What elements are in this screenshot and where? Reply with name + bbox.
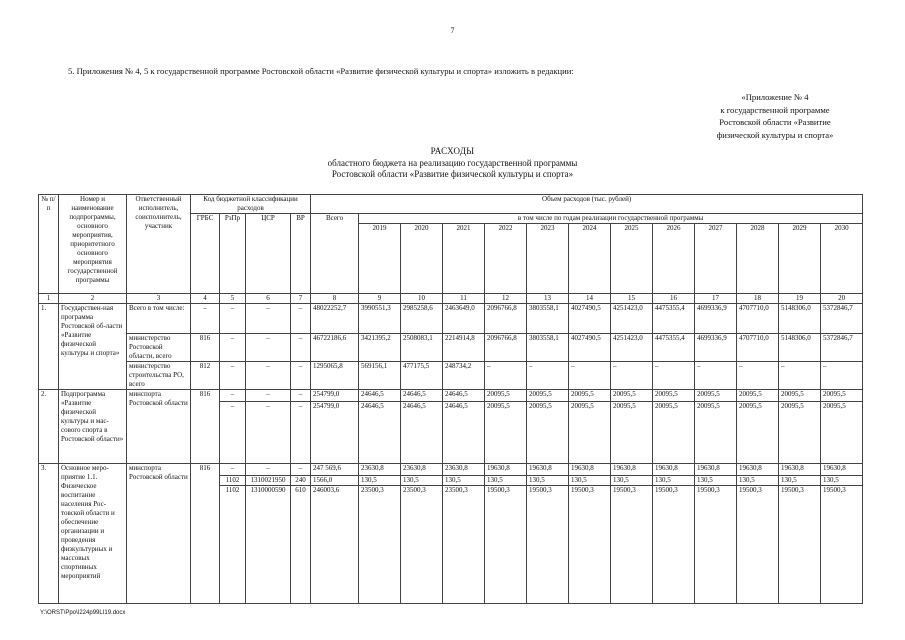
cell-year-value: 20095,5 <box>485 402 527 464</box>
header-year: 2025 <box>611 224 653 294</box>
cell-total: 48022252,7 <box>311 304 359 334</box>
cell-grbs: 816 <box>191 334 220 362</box>
cell-year-value: 19500,3 <box>485 486 527 604</box>
cell-total: 1566,0 <box>311 476 359 486</box>
cell-vr: – <box>291 334 311 362</box>
cell-grbs: 816 <box>191 464 220 604</box>
row-responsible: минспорта Ростовской области <box>127 464 191 604</box>
cell-csr: – <box>246 464 291 476</box>
cell-year-value: 19630,8 <box>527 464 569 476</box>
column-number: 15 <box>611 294 653 304</box>
cell-year-value: 248734,2 <box>443 362 485 390</box>
cell-year-value: 130,5 <box>569 476 611 486</box>
title-line: РАСХОДЫ <box>430 146 475 156</box>
cell-year-value: 4707710,0 <box>737 304 779 334</box>
cell-year-value: 20095,5 <box>779 402 821 464</box>
cell-year-value: 20095,5 <box>653 402 695 464</box>
cell-year-value: 2214914,8 <box>443 334 485 362</box>
cell-year-value: – <box>653 362 695 390</box>
column-number: 4 <box>191 294 220 304</box>
row-number: 3. <box>39 464 59 604</box>
cell-year-value: 19630,8 <box>611 464 653 476</box>
column-number: 3 <box>127 294 191 304</box>
column-number: 6 <box>246 294 291 304</box>
cell-vr: – <box>291 362 311 390</box>
cell-year-value: 23500,3 <box>443 486 485 604</box>
cell-year-value: 23500,3 <box>359 486 401 604</box>
cell-year-value: 130,5 <box>359 476 401 486</box>
cell-grbs: 812 <box>191 362 220 390</box>
cell-total: 46722186,6 <box>311 334 359 362</box>
cell-year-value: 23630,8 <box>359 464 401 476</box>
cell-year-value: 24646,5 <box>359 390 401 402</box>
row-responsible: министерство строительства РО, всего <box>127 362 191 390</box>
cell-grbs: – <box>191 304 220 334</box>
intro-text: 5. Приложения № 4, 5 к государственной программе Ростовской области «Развитие физической культуры и спорта» изложить в редакции: <box>68 66 574 76</box>
cell-total: 254799,0 <box>311 390 359 402</box>
cell-csr: 1310021950 <box>246 476 291 486</box>
header-year: 2024 <box>569 224 611 294</box>
column-number: 11 <box>443 294 485 304</box>
cell-rzpr: 1102 <box>220 486 246 604</box>
cell-year-value: 2508083,1 <box>401 334 443 362</box>
cell-year-value: – <box>695 362 737 390</box>
annex-heading <box>690 91 860 141</box>
expenses-table <box>38 194 863 604</box>
cell-year-value: 19500,3 <box>569 486 611 604</box>
cell-rzpr: – <box>220 464 246 476</box>
cell-year-value: 19500,3 <box>611 486 653 604</box>
header-num: № п/п <box>39 195 59 294</box>
cell-total: 247 569,6 <box>311 464 359 476</box>
cell-vr: 610 <box>291 486 311 604</box>
header-year: 2028 <box>737 224 779 294</box>
header-name: Номер и наименование подпрограммы, основного мероприятия, приоритетного основного мероприятия государственной программы <box>59 195 127 294</box>
cell-year-value: 20095,5 <box>737 402 779 464</box>
cell-year-value: 20095,5 <box>821 402 863 464</box>
header-year: 2021 <box>443 224 485 294</box>
cell-year-value: 4699336,9 <box>695 304 737 334</box>
cell-rzpr: – <box>220 362 246 390</box>
cell-rzpr: – <box>220 304 246 334</box>
cell-year-value: – <box>821 362 863 390</box>
column-number: 18 <box>737 294 779 304</box>
cell-year-value: 19630,8 <box>653 464 695 476</box>
column-number: 20 <box>821 294 863 304</box>
cell-vr: – <box>291 390 311 402</box>
cell-year-value: 3803558,1 <box>527 334 569 362</box>
cell-year-value: 19500,3 <box>695 486 737 604</box>
header-csr: ЦСР <box>246 214 291 294</box>
cell-year-value: 24646,5 <box>359 402 401 464</box>
table-row <box>39 390 863 402</box>
cell-year-value: 5148306,0 <box>779 304 821 334</box>
cell-year-value: 2096766,8 <box>485 304 527 334</box>
cell-year-value: 24646,5 <box>443 390 485 402</box>
cell-year-value: 5372846,7 <box>821 304 863 334</box>
annex-line: Ростовской области «Развитие <box>719 117 831 127</box>
row-number: 2. <box>39 390 59 464</box>
cell-year-value: 130,5 <box>527 476 569 486</box>
title-line: Ростовской области «Развитие физической культуры и спорта» <box>331 169 574 179</box>
header-responsible: Ответственный исполнитель, соисполнитель, участник <box>127 195 191 294</box>
header-year: 2029 <box>779 224 821 294</box>
cell-year-value: 20095,5 <box>653 390 695 402</box>
table-row <box>39 362 863 390</box>
cell-year-value: 23630,8 <box>443 464 485 476</box>
cell-year-value: 130,5 <box>485 476 527 486</box>
cell-year-value: 19500,3 <box>653 486 695 604</box>
cell-year-value: 19500,3 <box>821 486 863 604</box>
cell-year-value: 19500,3 <box>779 486 821 604</box>
column-number: 9 <box>359 294 401 304</box>
cell-year-value: 130,5 <box>653 476 695 486</box>
cell-year-value: – <box>569 362 611 390</box>
cell-year-value: 3990551,3 <box>359 304 401 334</box>
header-rzpr: РзПр <box>220 214 246 294</box>
table-row <box>39 334 863 362</box>
row-name: Основное меро-приятие 1.1. Физическое воспитание населения Рос-товской области и обеспечение организации и проведения физкультурных и массовых спортивных мероприятий <box>59 464 127 604</box>
cell-vr: 240 <box>291 476 311 486</box>
cell-year-value: 20095,5 <box>569 402 611 464</box>
cell-year-value: 5372846,7 <box>821 334 863 362</box>
cell-rzpr: – <box>220 334 246 362</box>
cell-year-value: 130,5 <box>737 476 779 486</box>
cell-year-value: 23500,3 <box>401 486 443 604</box>
column-number: 14 <box>569 294 611 304</box>
column-number: 2 <box>59 294 127 304</box>
column-number: 7 <box>291 294 311 304</box>
cell-csr: – <box>246 390 291 402</box>
header-total: Всего <box>311 214 359 294</box>
cell-rzpr: – <box>220 390 246 402</box>
header-code-group: Код бюджетной классификации расходов <box>191 195 311 214</box>
cell-csr: 1310000590 <box>246 486 291 604</box>
header-grbs: ГРБС <box>191 214 220 294</box>
cell-rzpr: – <box>220 402 246 464</box>
page-number: 7 <box>450 26 455 35</box>
column-number: 5 <box>220 294 246 304</box>
header-vr: ВР <box>291 214 311 294</box>
row-name: Государствен-ная программа Ростовской об-ласти «Развитие физической культуры и спорта» <box>59 304 127 390</box>
header-years-group: в том числе по годам реализации государственной программы <box>359 214 863 224</box>
cell-year-value: 4027490,5 <box>569 334 611 362</box>
cell-year-value: 24646,5 <box>401 390 443 402</box>
cell-year-value: 19500,3 <box>527 486 569 604</box>
cell-year-value: 4027490,5 <box>569 304 611 334</box>
cell-total: 246003,6 <box>311 486 359 604</box>
cell-csr: – <box>246 334 291 362</box>
header-year: 2030 <box>821 224 863 294</box>
cell-year-value: 130,5 <box>779 476 821 486</box>
document-title <box>0 146 905 181</box>
cell-year-value: 20095,5 <box>527 402 569 464</box>
cell-year-value: 19630,8 <box>779 464 821 476</box>
cell-year-value: 19630,8 <box>695 464 737 476</box>
column-number: 10 <box>401 294 443 304</box>
cell-year-value: 19630,8 <box>737 464 779 476</box>
cell-year-value: 130,5 <box>695 476 737 486</box>
cell-year-value: 4475355,4 <box>653 334 695 362</box>
row-responsible: минспорта Ростовской области <box>127 390 191 464</box>
title-line: областного бюджета на реализацию государственной программы <box>327 157 578 168</box>
column-number: 12 <box>485 294 527 304</box>
column-number: 1 <box>39 294 59 304</box>
cell-total: 1295065,8 <box>311 362 359 390</box>
annex-line: физической культуры и спорта» <box>716 129 834 140</box>
cell-year-value: 4251423,0 <box>611 304 653 334</box>
column-number: 8 <box>311 294 359 304</box>
cell-year-value: 130,5 <box>611 476 653 486</box>
cell-year-value: 19630,8 <box>569 464 611 476</box>
cell-year-value: – <box>611 362 653 390</box>
cell-vr: – <box>291 402 311 464</box>
cell-csr: – <box>246 402 291 464</box>
cell-year-value: 2463649,0 <box>443 304 485 334</box>
cell-year-value: 4251423,0 <box>611 334 653 362</box>
column-number: 13 <box>527 294 569 304</box>
cell-year-value: 20095,5 <box>695 390 737 402</box>
cell-year-value: 20095,5 <box>779 390 821 402</box>
cell-year-value: 20095,5 <box>527 390 569 402</box>
cell-year-value: 24646,5 <box>443 402 485 464</box>
cell-year-value: 20095,5 <box>611 390 653 402</box>
cell-year-value: 20095,5 <box>737 390 779 402</box>
cell-year-value: 3803558,1 <box>527 304 569 334</box>
cell-year-value: 4707710,0 <box>737 334 779 362</box>
cell-year-value: – <box>779 362 821 390</box>
row-name: Подпрограмма «Развитие физической культуры и мас-сового спорта в Ростовской области» <box>59 390 127 464</box>
cell-year-value: 477175,5 <box>401 362 443 390</box>
cell-grbs: 816 <box>191 390 220 464</box>
cell-year-value: – <box>485 362 527 390</box>
header-year: 2026 <box>653 224 695 294</box>
header-year: 2027 <box>695 224 737 294</box>
cell-year-value: 20095,5 <box>695 402 737 464</box>
column-number: 17 <box>695 294 737 304</box>
header-year: 2020 <box>401 224 443 294</box>
cell-total: 254799,0 <box>311 402 359 464</box>
annex-line: к государственной программе <box>720 104 830 115</box>
header-year: 2019 <box>359 224 401 294</box>
cell-year-value: 23630,8 <box>401 464 443 476</box>
row-responsible: министерство Ростовской области, всего <box>127 334 191 362</box>
cell-year-value: 19630,8 <box>821 464 863 476</box>
cell-year-value: 20095,5 <box>485 390 527 402</box>
cell-year-value: 2096766,8 <box>485 334 527 362</box>
cell-vr: – <box>291 304 311 334</box>
column-number: 19 <box>779 294 821 304</box>
cell-year-value: 20095,5 <box>821 390 863 402</box>
cell-year-value: 569156,1 <box>359 362 401 390</box>
header-volume-group: Объем расходов (тыс. рублей) <box>311 195 863 214</box>
cell-year-value: – <box>737 362 779 390</box>
annex-line: «Приложение № 4 <box>741 92 809 102</box>
cell-year-value: 3421395,2 <box>359 334 401 362</box>
cell-year-value: 19630,8 <box>485 464 527 476</box>
cell-year-value: 20095,5 <box>569 390 611 402</box>
row-number: 1. <box>39 304 59 390</box>
cell-year-value: 5148306,0 <box>779 334 821 362</box>
table-row <box>39 464 863 476</box>
cell-year-value: – <box>527 362 569 390</box>
file-path-footer: Y:\ORST\Ppo\I224p99LI19.docx <box>40 610 126 616</box>
cell-csr: – <box>246 362 291 390</box>
cell-year-value: 4475355,4 <box>653 304 695 334</box>
cell-year-value: 20095,5 <box>611 402 653 464</box>
row-responsible: Всего в том числе: <box>127 304 191 334</box>
cell-year-value: 19500,3 <box>737 486 779 604</box>
header-year: 2022 <box>485 224 527 294</box>
cell-csr: – <box>246 304 291 334</box>
cell-year-value: 130,5 <box>443 476 485 486</box>
cell-year-value: 130,5 <box>821 476 863 486</box>
cell-year-value: 4699336,9 <box>695 334 737 362</box>
cell-vr: – <box>291 464 311 476</box>
column-number: 16 <box>653 294 695 304</box>
table-row <box>39 304 863 334</box>
header-year: 2023 <box>527 224 569 294</box>
cell-rzpr: 1102 <box>220 476 246 486</box>
cell-year-value: 130,5 <box>401 476 443 486</box>
cell-year-value: 24646,5 <box>401 402 443 464</box>
cell-year-value: 2985258,6 <box>401 304 443 334</box>
